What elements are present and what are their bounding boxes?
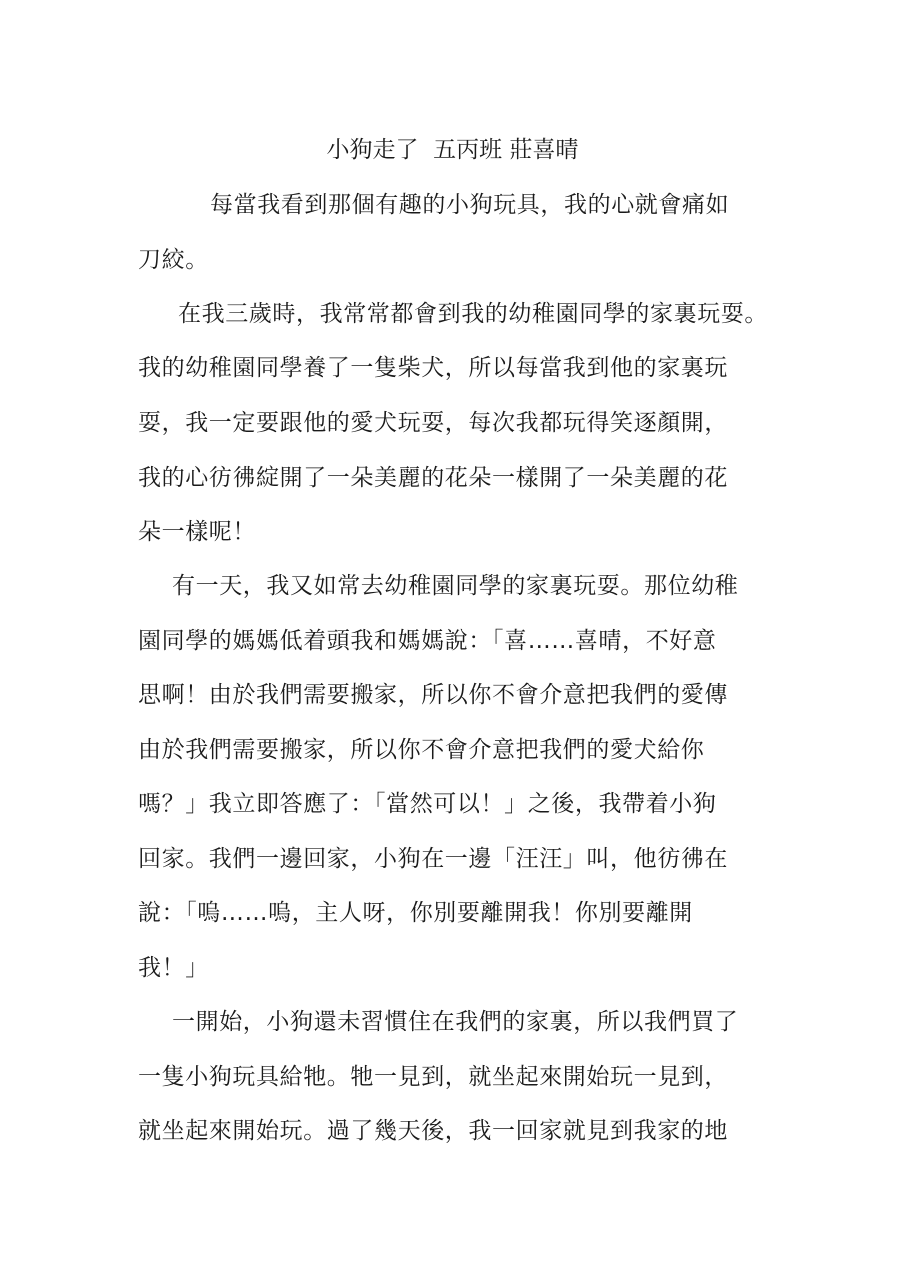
paragraph-line: 思啊！由於我們需要搬家，所以你不會介意把我們的愛傳 [138,682,728,708]
paragraph-line: 刀絞。 [138,247,209,273]
paragraph-line: 我的幼稚園同學養了一隻柴犬，所以每當我到他的家裏玩 [138,355,728,381]
paragraph-line: 就坐起來開始玩。過了幾天後，我一回家就見到我家的地 [138,1118,728,1144]
paragraph-line: 說：「嗚……嗚，主人呀，你別要離開我！你別要離開 [138,900,693,926]
paragraph-line: 每當我看到那個有趣的小狗玩具，我的心就會痛如 [210,192,730,218]
paragraph-line: 回家。我們一邊回家，小狗在一邊「汪汪」叫，他彷彿在 [138,846,728,872]
paragraph-line: 我！」 [138,955,209,981]
paragraph-line: 我的心彷彿綻開了一朵美麗的花朵一樣開了一朵美麗的花 [138,465,728,491]
paragraph-line: 園同學的媽媽低着頭我和媽媽說：「喜……喜晴，不好意 [138,628,717,654]
paragraph-line: 一開始，小狗還未習慣住在我們的家裏，所以我們買了 [172,1009,739,1035]
paragraph-line: 一隻小狗玩具給牠。牠一見到，就坐起來開始玩一見到， [138,1064,728,1090]
paragraph-line: 耍，我一定要跟他的愛犬玩耍，每次我都玩得笑逐顏開， [138,410,728,436]
paragraph-line: 由於我們需要搬家，所以你不會介意把我們的愛犬給你 [138,737,705,763]
paragraph-line: 有一天，我又如常去幼稚園同學的家裏玩耍。那位幼稚 [172,573,739,599]
document-title: 小狗走了 五丙班 莊喜晴 [326,137,579,163]
paragraph-line: 在我三歲時，我常常都會到我的幼稚園同學的家裏玩耍。 [178,301,768,327]
paragraph-line: 嗎？」我立即答應了：「當然可以！」之後，我帶着小狗 [138,791,717,817]
paragraph-line: 朵一樣呢！ [138,519,256,545]
